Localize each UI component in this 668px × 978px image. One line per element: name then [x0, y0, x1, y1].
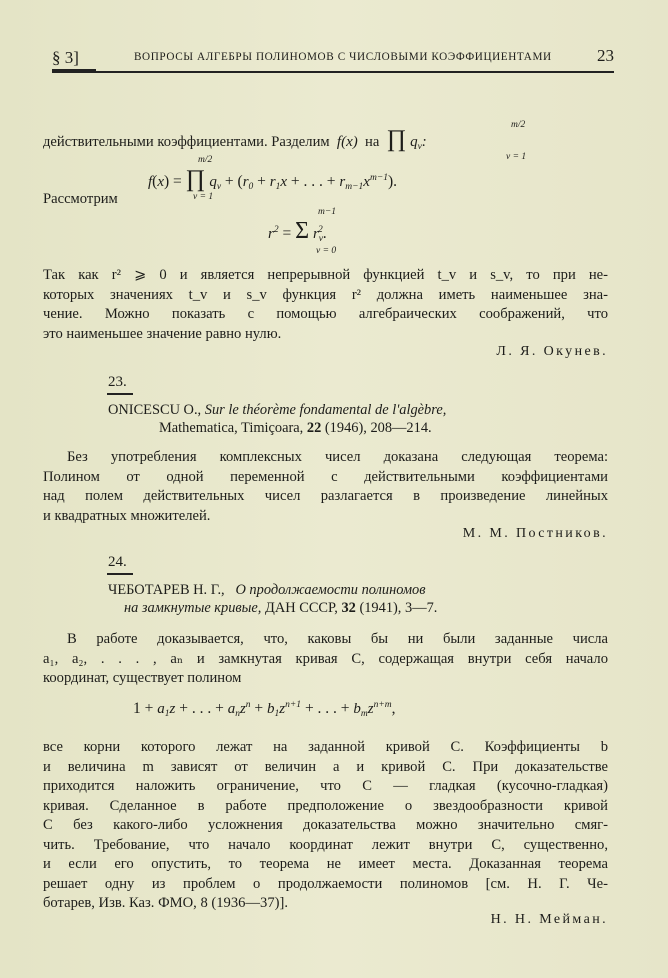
paragraph-line: и если его опустить, то теорема не имеет места. Доказанная теорема — [43, 856, 608, 872]
paragraph-line: кривая. Сделанное в работе предположение о звездообразности кривой — [43, 797, 608, 814]
author: ЧЕБОТАРЕВ Н. Г., — [108, 582, 225, 598]
sum-upper-limit: m−1 — [318, 207, 337, 217]
formula-2: $r^2 = \Sigma$ $r_v^2$. — [268, 218, 327, 244]
paragraph-line: чить. Требование, что начало координат лежит внутри C, существенно, — [43, 836, 608, 853]
article-title: О продолжаемости полиномов — [235, 582, 426, 598]
paragraph-line: a₁, a₂, . . . , aₙ и замкнутая кривая C, содержащая внутри себя начало — [43, 650, 608, 667]
entry-24-reference-line-1 — [108, 582, 426, 599]
entry-23-body — [43, 448, 608, 526]
journal: Mathematica, Timiçoara, — [159, 420, 304, 436]
year-pages: (1946), 208—214. — [324, 420, 432, 436]
signature-meiman: Н. Н. Мейман. — [490, 912, 608, 927]
entry-24-reference-line-2 — [124, 600, 437, 617]
paragraph-line: над полем действительных чисел разлагается в произведение линейных — [43, 488, 608, 504]
running-title: ВОПРОСЫ АЛГЕБРЫ ПОЛИНОМОВ С ЧИСЛОВЫМИ КОЭФФИЦИЕНТАМИ — [134, 51, 552, 63]
article-title: на замкнутые кривые, — [124, 600, 262, 616]
running-header — [52, 44, 614, 72]
paragraph-line: чение. Можно показать с помощью алгебраических соображений, что — [43, 306, 608, 322]
entry-23-reference-line-2 — [159, 420, 432, 437]
entry-number-24: 24. — [108, 554, 127, 570]
text: действительными коэффициентами. Разделим — [43, 134, 330, 150]
year-pages: (1941), 3—7. — [359, 600, 438, 616]
paragraph-line: координат, существует полином — [43, 670, 242, 686]
entry-23-reference-line-1 — [108, 402, 446, 419]
paragraph-line: и величина m зависят от величин a и кривой C. При доказательстве — [43, 758, 608, 775]
paragraph-line: решает одну из проблем о продолжаемости полиномов [см. Н. Г. Че- — [43, 875, 608, 892]
volume: 32 — [341, 600, 356, 616]
paragraph-line: Так как r² ⩾ 0 и является непрерывной функцией t_v и s_v, то при не- — [43, 267, 608, 283]
paragraph-line: В работе доказывается, что, каковы бы ни были заданные числа — [67, 631, 608, 647]
prod-lower-limit: v = 1 — [506, 152, 527, 162]
signature-okunev: Л. Я. Окунев. — [496, 344, 608, 359]
math-fx: f(x) — [336, 134, 358, 150]
entry-number-rule — [107, 393, 133, 395]
volume: 22 — [306, 420, 322, 436]
paragraph-line: Полином от одной переменной с действительными коэффициентами — [43, 468, 608, 485]
continuation-line-1: действительными коэффициентами. Разделим f(x) на ∏ $q_v$: — [43, 126, 427, 152]
formula-1-upper: m/2 — [198, 155, 213, 165]
entry-number-23: 23. — [108, 374, 127, 390]
paragraph-line: приходится наложить ограничение, что C — гладкая (кусочно-гладкая) — [43, 778, 608, 794]
paragraph-line: и квадратных множителей. — [43, 507, 211, 524]
entry-24-body-after — [43, 738, 608, 914]
paragraph-line: Без употребления комплексных чисел доказана следующая теорема: — [67, 449, 608, 465]
paragraph-line: это наименьшее значение равно нулю. — [43, 325, 282, 342]
page-number: 23 — [597, 46, 614, 65]
prod-upper-limit: m/2 — [511, 120, 526, 130]
entry-number-rule — [107, 573, 133, 575]
paragraph-line: которых значениях t_v и s_v функция r² должна иметь наименьшее зна- — [43, 286, 608, 303]
polynomial-formula: $1 + a_1z$ + . . . + $a_nz^n + b_1z^{n+1}$ + . . . + $b_mz^{n+m}$, — [133, 700, 396, 719]
formula-1-lower: v = 1 — [193, 192, 214, 202]
paragraph-line: ботарев, Изв. Каз. ФМО, 8 (1936—37)]. — [43, 895, 288, 911]
paragraph-line: C без какого-либо усложнения доказательства можно значительно смяг- — [43, 817, 608, 833]
product-symbol: ∏ — [386, 126, 407, 152]
continuation-paragraph — [43, 266, 608, 344]
sum-lower-limit: v = 0 — [316, 246, 337, 256]
formula-1: f(x) = ∏ $q_v + (r_0 + r_1x$ + . . . + $r_{m-1}x^{m-1}$). — [148, 166, 398, 192]
signature-postnikov: М. М. Постников. — [462, 526, 608, 541]
entry-24-body-before — [43, 630, 608, 689]
section-marker: § 3] — [52, 48, 79, 67]
author: ONICESCU O., — [108, 402, 202, 418]
journal: ДАН СССР, — [265, 600, 338, 616]
article-title: Sur le théorème fondamental de l'algèbre, — [204, 402, 447, 418]
consider-label: Рассмотрим — [43, 191, 118, 207]
header-rule — [52, 71, 614, 73]
text: на — [365, 134, 380, 150]
paragraph-line: все корни которого лежат на заданной кривой C. Коэффициенты b — [43, 739, 608, 755]
